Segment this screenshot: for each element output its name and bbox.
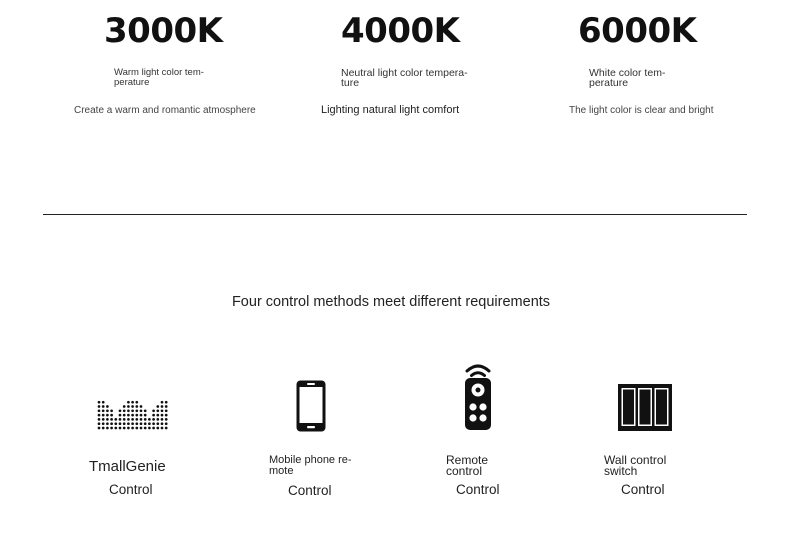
method-label-remote: Remote control — [446, 453, 489, 478]
temp-value-3000k: 3000K — [104, 11, 223, 51]
section-divider — [43, 214, 747, 215]
method-label-mobile-phone: Mobile phone re- mote — [269, 454, 352, 477]
sound-wave-icon — [96, 394, 168, 432]
mobile-phone-icon — [295, 379, 327, 433]
control-methods-title: Four control methods meet different requirements — [231, 294, 551, 310]
method-sub-remote: Control — [456, 482, 500, 497]
temp-tagline-6000k: The light color is clear and bright — [569, 105, 714, 116]
temp-description-3000k: Warm light color tem- perature — [114, 67, 204, 88]
temp-tagline-4000k: Lighting natural light comfort — [321, 104, 460, 116]
temp-value-6000k: 6000K — [578, 11, 697, 51]
wall-switch-icon — [618, 384, 672, 431]
temp-description-4000k: Neutral light color tempera- ture — [341, 67, 468, 89]
remote-control-icon — [461, 362, 495, 432]
method-name-tmallgenie: TmallGenie — [89, 458, 166, 475]
temp-description-6000k: White color tem- perature — [589, 67, 666, 89]
method-sub-wall-switch: Control — [621, 482, 665, 497]
temp-value-4000k: 4000K — [341, 11, 460, 51]
method-sub-tmallgenie: Control — [109, 482, 153, 497]
temp-tagline-3000k: Create a warm and romantic atmosphere — [74, 105, 256, 116]
method-sub-mobile-phone: Control — [288, 483, 332, 498]
method-label-wall-switch: Wall control switch — [604, 453, 667, 478]
